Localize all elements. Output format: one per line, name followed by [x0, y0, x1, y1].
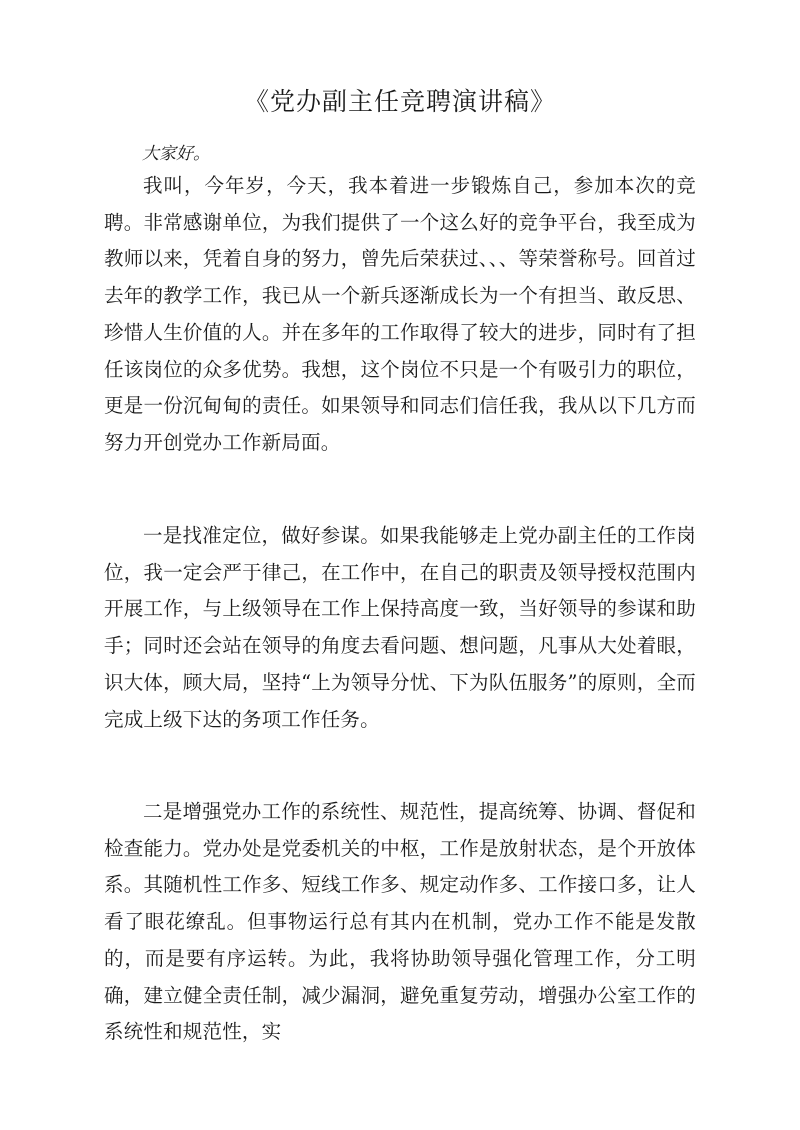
- paragraph-point-two: 二是增强党办工作的系统性、规范性，提高统筹、协调、督促和检查能力。党办处是党委机关的中枢，工作是放射状态，是个开放体系。其随机性工作多、短线工作多、规定动作多、工作接口多，让人看了眼花缭乱。但事物运行总有其内在机制，党办工作不能是发散的，而是要有序运转。为此，我将协助领导强化管理工作，分工明确，建立健全责任制，减少漏洞，避免重复劳动，增强办公室工作的系统性和规范性，实: [104, 800, 696, 1044]
- paragraph-intro: 我叫，今年岁，今天，我本着进一步锻炼自己，参加本次的竞聘。非常感谢单位，为我们提供了一个这么好的竞争平台，我至成为教师以来，凭着自身的努力，曾先后荣获过、、、等荣誉称号。回首过去年的教学工作，我已从一个新兵逐渐成长为一个有担当、敢反思、珍惜人生价值的人。并在多年的工作取得了较大的进步，同时有了担任该岗位的众多优势。我想，这个岗位不只是一个有吸引力的职位，更是一份沉甸甸的责任。如果领导和同志们信任我，我从以下几方而努力开创党办工作新局面。: [104, 174, 696, 454]
- paragraph-point-one: 一是找准定位，做好参谋。如果我能够走上党办副主任的工作岗位，我一定会严于律己，在工作中，在自己的职责及领导授权范围内开展工作，与上级领导在工作上保持高度一致，当好领导的参谋和助手；同时还会站在领导的角度去看问题、想问题，凡事从大处着眼，识大体，顾大局，坚持“上为领导分忧、下为队伍服务”的原则，全而完成上级下达的务项工作任务。: [104, 524, 696, 731]
- greeting-text: 大家好。: [142, 144, 210, 164]
- document-title: 《党办副主任竞聘演讲稿》: [243, 87, 556, 116]
